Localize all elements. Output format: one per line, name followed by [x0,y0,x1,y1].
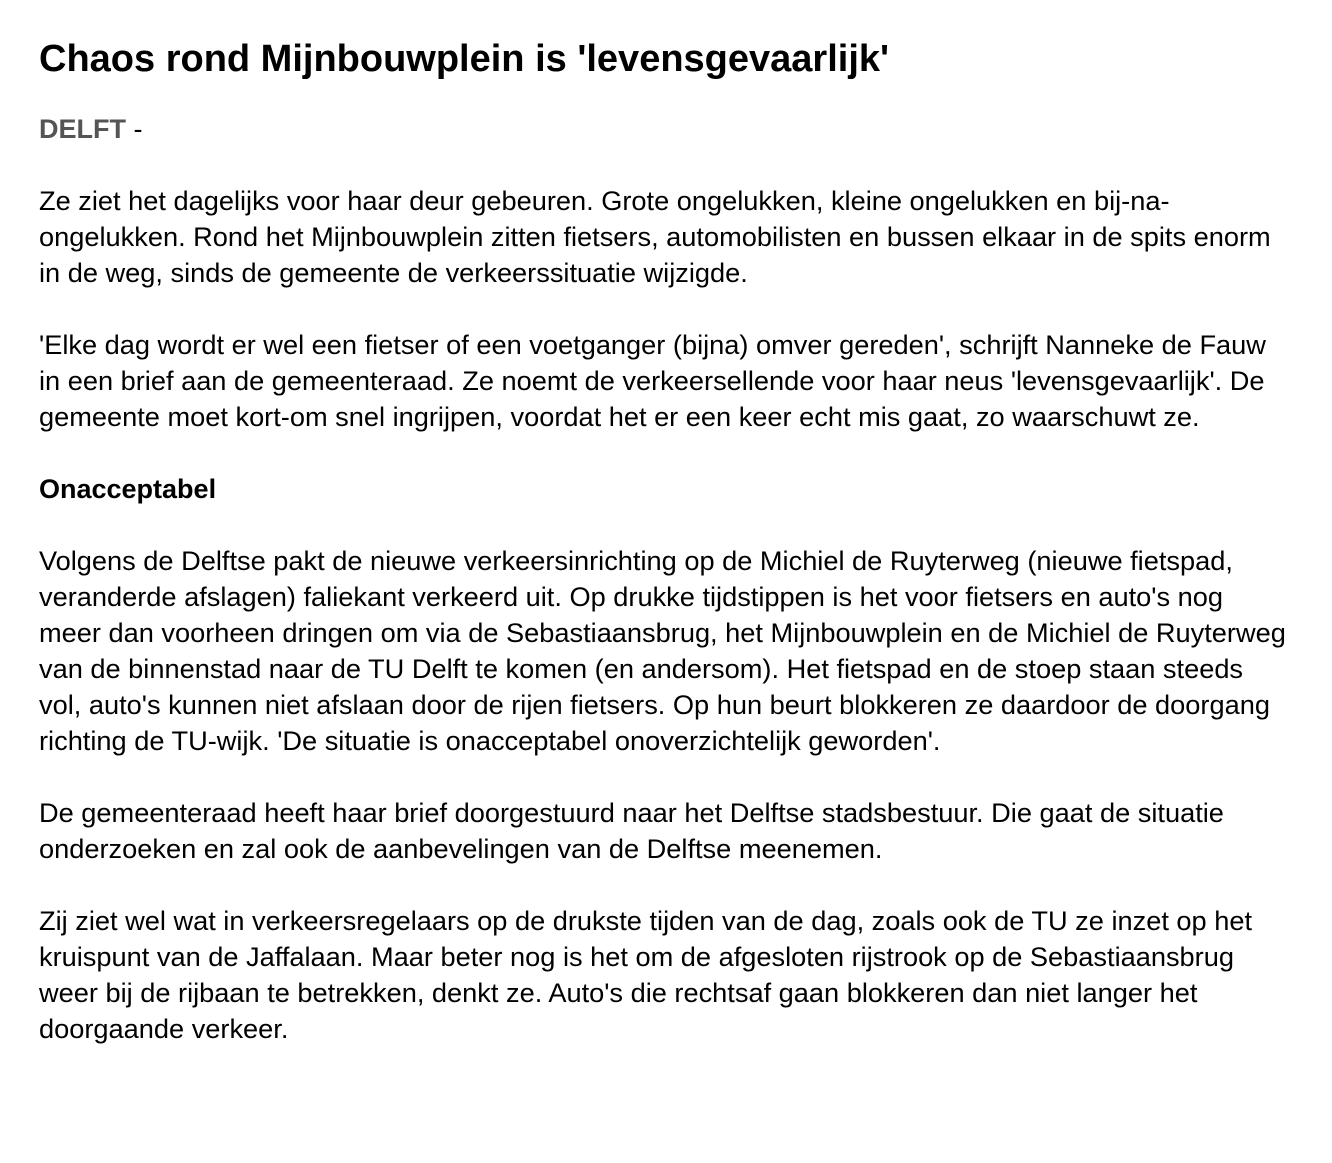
article-headline: Chaos rond Mijnbouwplein is 'levensgevaarlijk' [39,38,890,80]
article-subheading: Onacceptabel [39,474,217,504]
article-paragraph: Ze ziet het dagelijks voor haar deur gebeuren. Grote ongelukken, kleine ongelukken en bij-na-ongelukken. Rond het Mijnbouwplein zitten fietsers, automobilisten en bussen elkaar in de spits enorm in de weg, sinds de gemeente de verkeerssituatie wijzigde. [39,185,1271,288]
dateline-separator: - [126,114,143,144]
article-paragraph: De gemeenteraad heeft haar brief doorgestuurd naar het Delftse stadsbestuur. Die gaat de situatie onderzoeken en zal ook de aanbevelingen van de Delftse meenemen. [39,797,1224,864]
dateline-place: DELFT [39,114,126,144]
news-article [39,36,1289,1083]
article-paragraph: Volgens de Delftse pakt de nieuwe verkeersinrichting op de Michiel de Ruyterweg (nieuwe fietspad, veranderde afslagen) faliekant verkeerd uit. Op drukke tijdstippen is het voor fietsers en auto's nog meer dan voorheen dringen om via de Sebastiaansbrug, het Mijnbouwplein en de Michiel de Ruyterweg van de binnenstad naar de TU Delft te komen (en andersom). Het fietspad en de stoep staan steeds vol, auto's kunnen niet afslaan door de rijen fietsers. Op hun beurt blokkeren ze daardoor de doorgang richting de TU-wijk. 'De situatie is onacceptabel onoverzichtelijk geworden'. [39,545,1286,756]
article-dateline [39,111,1289,147]
article-paragraph: Zij ziet wel wat in verkeersregelaars op de drukste tijden van de dag, zoals ook de TU ze inzet op het kruispunt van de Jaffalaan. Maar beter nog is het om de afgesloten rijstrook op de Sebastiaansbrug weer bij de rijbaan te betrekken, denkt ze. Auto's die rechtsaf gaan blokkeren dan niet langer het doorgaande verkeer. [39,905,1253,1044]
article-paragraph: 'Elke dag wordt er wel een fietser of een voetganger (bijna) omver gereden', schrijft Nanneke de Fauw in een brief aan de gemeenteraad. Ze noemt de verkeersellende voor haar neus 'levensgevaarlijk'. De gemeente moet kort-om snel ingrijpen, voordat het er een keer echt mis gaat, zo waarschuwt ze. [39,329,1266,432]
